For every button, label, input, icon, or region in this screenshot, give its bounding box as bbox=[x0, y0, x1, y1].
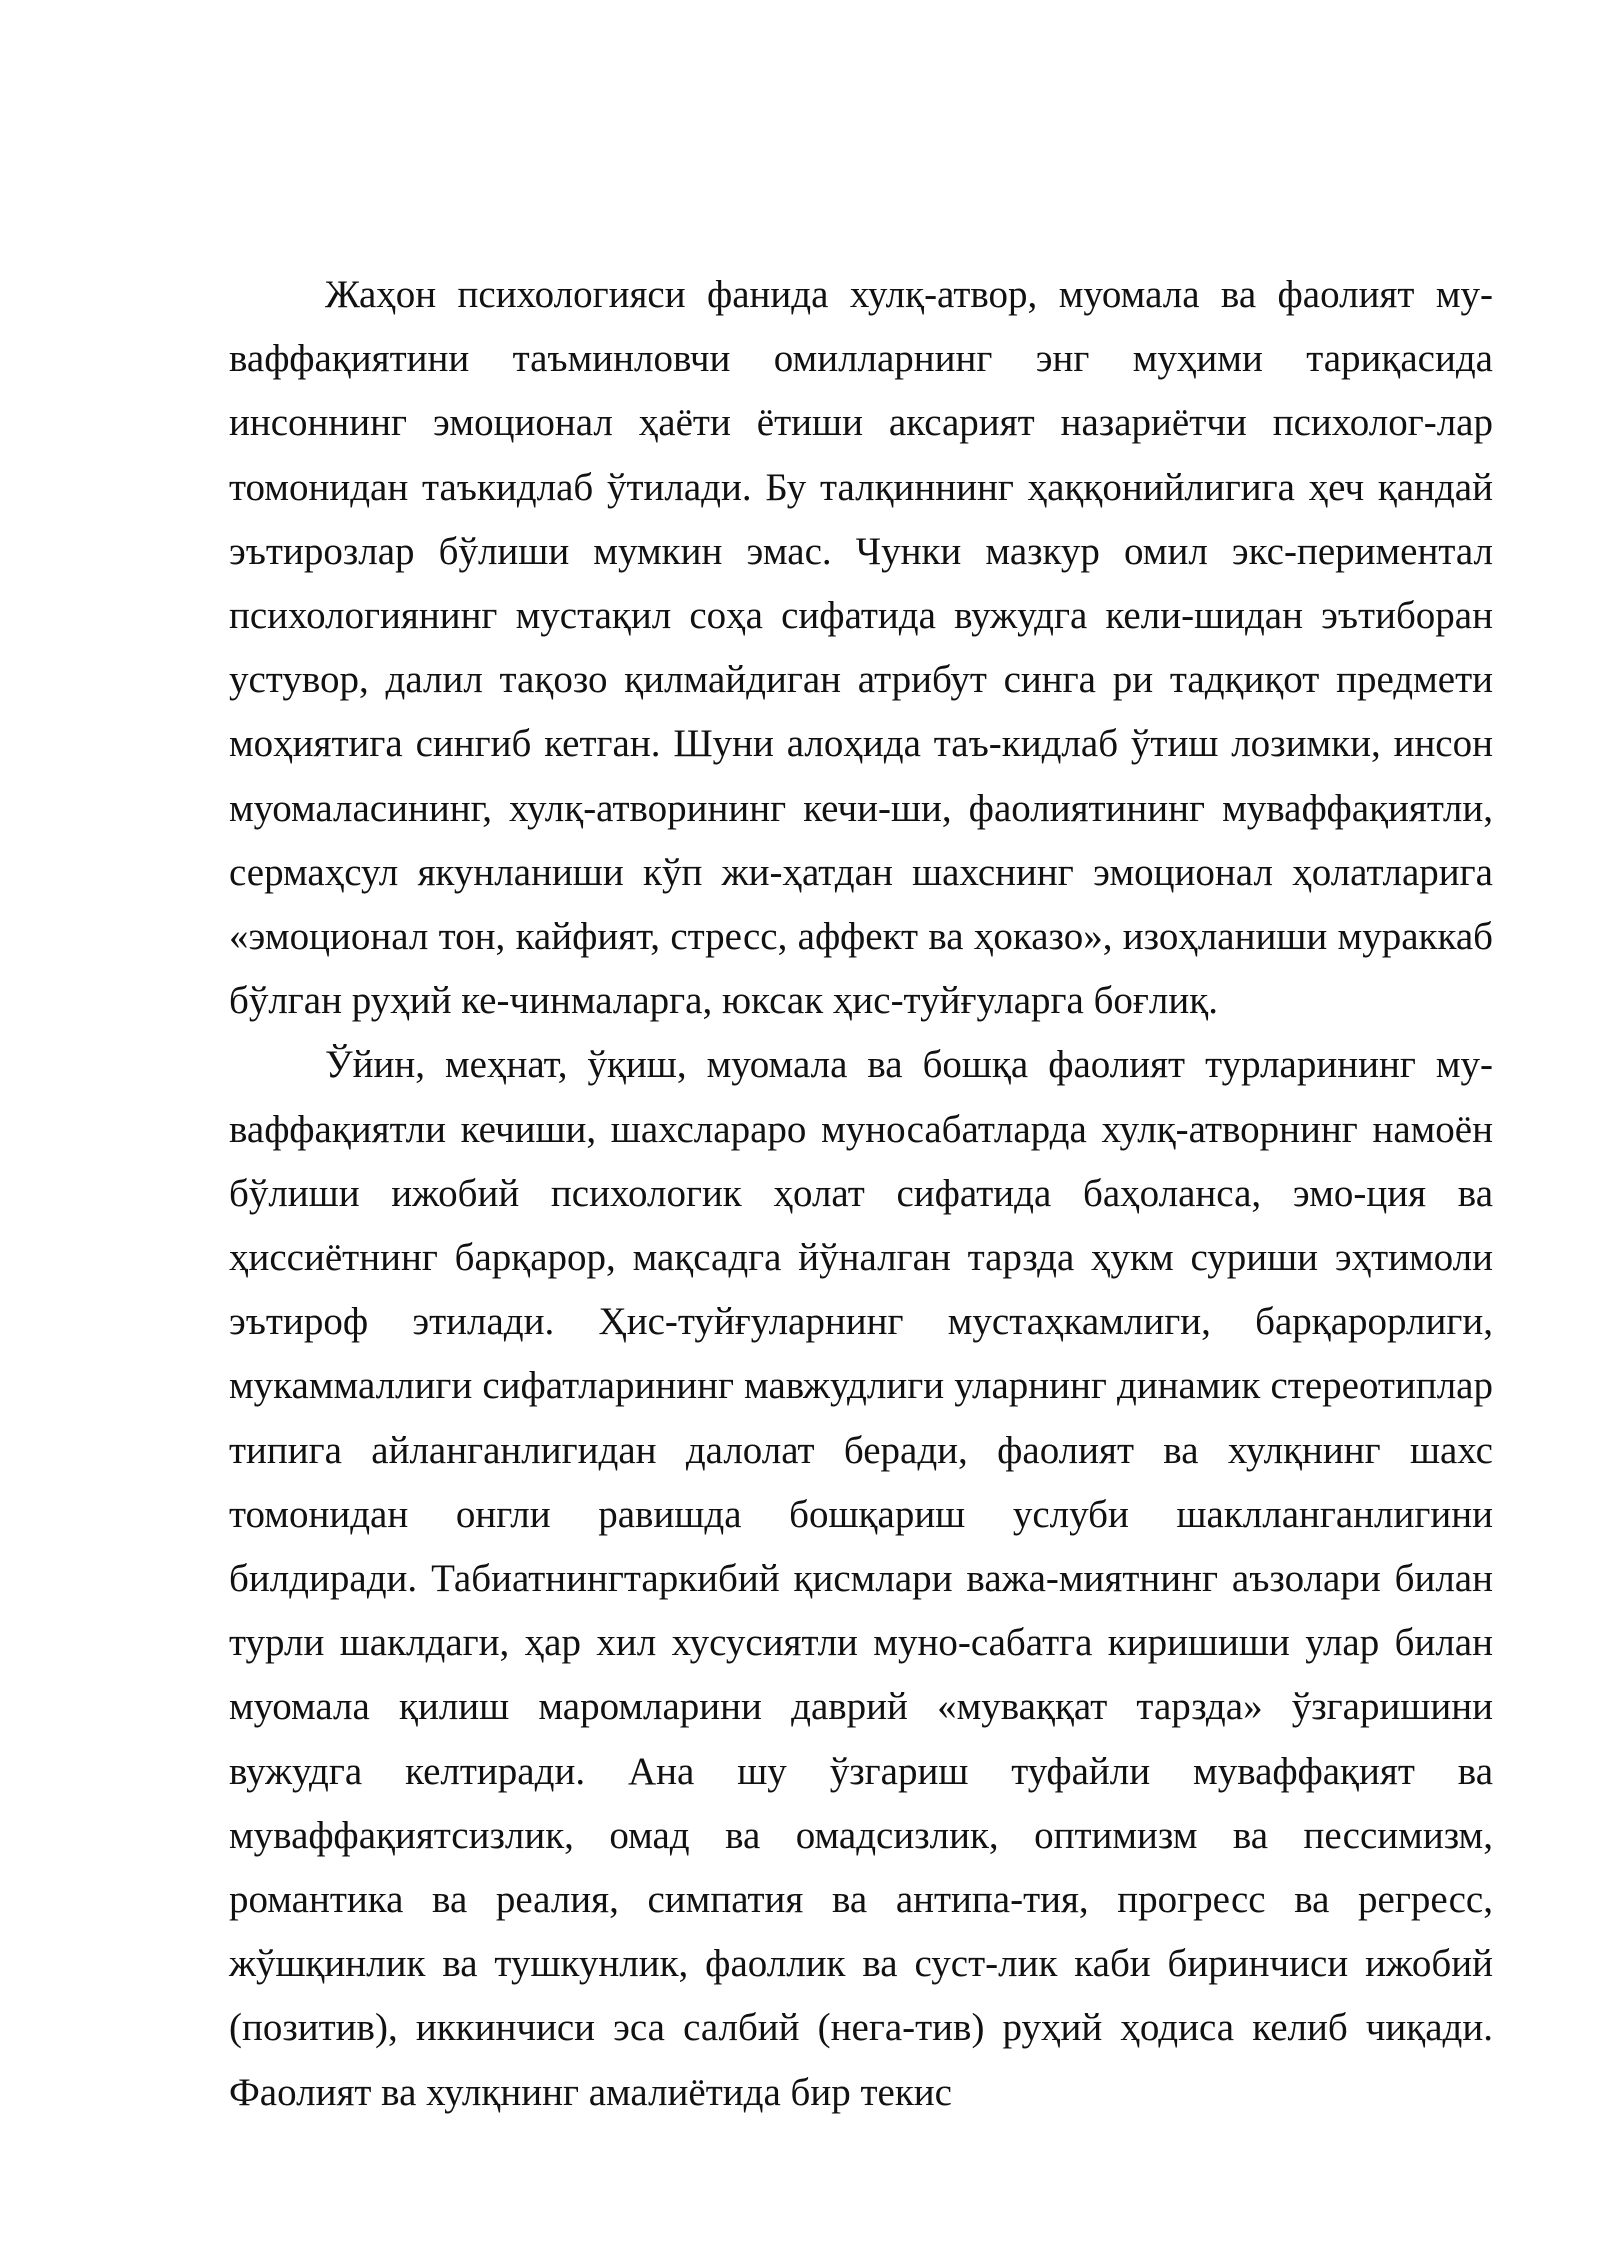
paragraph-1: Жаҳон психологияси фанида хулқ-атвор, муомала ва фаолият му-ваффақиятини таъминловчи омилларнинг энг муҳими тариқасида инсоннинг эмоционал ҳаёти ётиши аксарият назариётчи психолог-лар томонидан таъкидлаб ўтилади. Бу талқиннинг ҳаққонийлигига ҳеч қандай эътирозлар бўлиши мумкин эмас. Чунки мазкур омил экс-периментал психологиянинг мустақил соҳа сифатида вужудга кели-шидан эътиборан устувор, далил тақозо қилмайдиган атрибут синга ри тадқиқот предмети моҳиятига сингиб кетган. Шуни алоҳида таъ-кидлаб ўтиш лозимки, инсон муомаласининг, хулқ-атворининг кечи-ши, фаолиятининг муваффақиятли, сермаҳсул якунланиши кўп жи-ҳатдан шахснинг эмоционал ҳолатларига «эмоционал тон, кайфият, стресс, аффект ва ҳоказо», изоҳланиши мураккаб бўлган руҳий ке-чинмаларга, юксак ҳис-туйғуларга боғлиқ. bbox=[229, 273, 1493, 1023]
document-page bbox=[229, 263, 1493, 2163]
paragraph-2: Ўйин, меҳнат, ўқиш, муомала ва бошқа фаолият турларининг му-ваффақиятли кечиши, шахсларaро муносабатларда хулқ-атворнинг намоён бўлиши ижобий психологик ҳолат сифатида баҳоланса, эмо-ция ва ҳиссиётнинг барқарор, мақсадга йўналган тарзда ҳукм суриши эҳтимоли эътироф этилади. Ҳис-туйғуларнинг мустаҳкамлиги, барқарорлиги, мукаммаллиги сифатларининг мавжудлиги уларнинг динамик стереотиплар типига айланганлигидан далолат беради, фаолият ва хулқнинг шахс томонидан онгли равишда бошқариш услуби шаклланганлигини билдиради. Табиатнингтаркибий қисмлари важа-миятнинг аъзолари билан турли шаклдаги, ҳар хил хусусиятли муно-сабатга киришиши улар билан муомала қилиш маромларини даврий «муваққат тарзда» ўзгаришини вужудга келтиради. Ана шу ўзгариш туфайли муваффақият ва муваффақиятсизлик, омад ва омадсизлик, оптимизм ва пессимизм, романтика ва реалия, симпатия ва антипа-тия, прогресс ва регресс, жўшқинлик ва тушкунлик, фаоллик ва суст-лик каби биринчиси ижобий (позитив), иккинчиси эса салбий (нега-тив) руҳий ҳодиса келиб чиқади. Фаолият ва хулқнинг амалиётида бир текис bbox=[229, 1043, 1493, 2114]
